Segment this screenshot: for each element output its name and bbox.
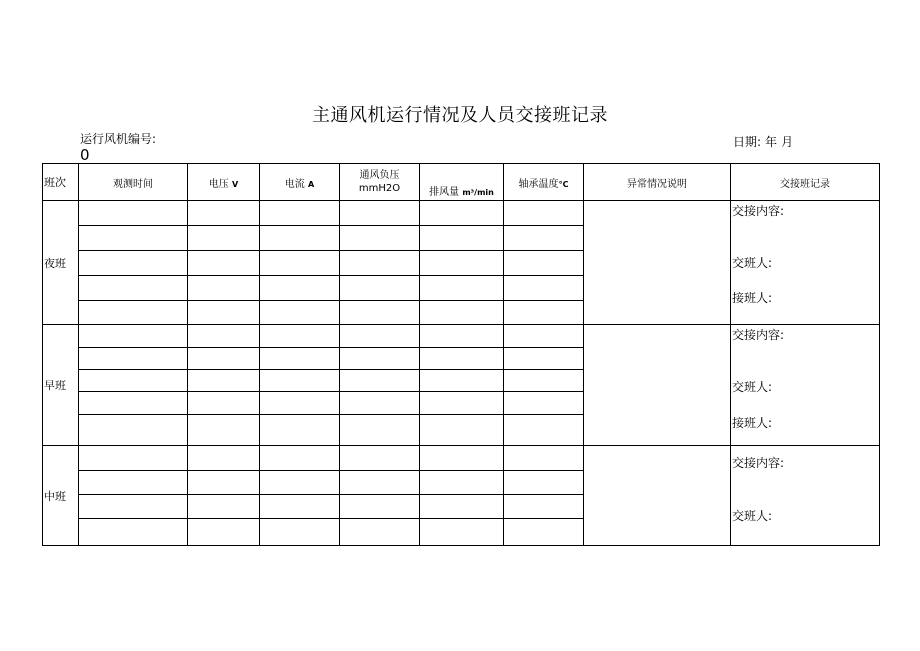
date-month: 月 [781,135,794,149]
header-current-label: 电流 [284,178,305,190]
header-voltage-label: 电压 [208,178,229,190]
abnormal-cell-morning [584,325,731,446]
header-abnormal: 异常情况说明 [584,164,731,201]
table-cell [260,415,340,446]
table-cell [340,325,420,348]
table-cell [504,226,584,251]
header-row [43,164,880,201]
table-cell [504,471,584,495]
table-cell [420,392,504,415]
table-cell [79,251,188,276]
handover-content-label: 交接内容: [732,204,785,218]
handover-cell-middle [731,446,880,546]
header-airflow [420,164,504,201]
handover-content-label: 交接内容: [732,328,785,342]
table-cell [340,201,420,226]
table-cell [79,201,188,226]
date-label: 日期: [733,135,762,149]
table-cell [420,301,504,325]
table-cell [504,446,584,471]
table-cell [420,325,504,348]
fan-number-value: 0 [80,146,90,164]
table-cell [260,251,340,276]
table-cell [420,495,504,519]
table-cell [79,471,188,495]
record-table [42,163,880,546]
shift-name-morning: 早班 [43,325,79,446]
table-cell [340,348,420,370]
table-cell [340,471,420,495]
table-cell [79,276,188,301]
header-voltage-unit: V [231,179,239,189]
handover-cell-morning [731,325,880,446]
table-cell [188,201,260,226]
table-cell [260,325,340,348]
table-cell [504,276,584,301]
table-cell [504,495,584,519]
table-cell [79,446,188,471]
table-cell [340,495,420,519]
table-cell [420,446,504,471]
receiver-person-label: 接班人: [732,291,773,305]
abnormal-cell-middle [584,446,731,546]
table-cell [504,392,584,415]
header-pressure [340,164,420,201]
table-cell [260,471,340,495]
table-cell [504,370,584,392]
table-cell [79,415,188,446]
table-cell [188,519,260,546]
table-cell [420,226,504,251]
receiver-person-label: 接班人: [732,416,773,430]
table-cell [188,471,260,495]
header-airflow-label: 排风量 [429,187,460,198]
table-cell [188,276,260,301]
table-cell [79,301,188,325]
table-cell [79,392,188,415]
table-cell [340,446,420,471]
record-sheet [42,163,880,546]
shift-name-middle: 中班 [43,446,79,546]
table-row [43,201,880,226]
table-cell [260,446,340,471]
table-cell [504,251,584,276]
header-pressure-unit: mmH2O [358,183,401,194]
date-year: 年 [765,135,778,149]
table-cell [504,325,584,348]
table-cell [420,348,504,370]
table-cell [260,201,340,226]
table-cell [504,301,584,325]
header-shift: 班次 [43,164,79,201]
header-voltage [188,164,260,201]
table-cell [260,226,340,251]
table-cell [260,276,340,301]
handover-person-label: 交班人: [732,509,773,523]
table-cell [340,392,420,415]
header-current [260,164,340,201]
table-cell [188,325,260,348]
handover-person-label: 交班人: [732,380,773,394]
page-title: 主通风机运行情况及人员交接班记录 [312,105,608,126]
header-time: 观测时间 [79,164,188,201]
table-cell [504,519,584,546]
table-cell [340,519,420,546]
table-cell [260,519,340,546]
table-cell [420,251,504,276]
header-bearing [504,164,584,201]
table-cell [420,370,504,392]
table-cell [188,370,260,392]
header-bearing-label: 轴承温度 [518,178,559,190]
table-cell [188,301,260,325]
table-cell [188,446,260,471]
table-cell [340,370,420,392]
table-cell [79,370,188,392]
table-row [43,325,880,348]
table-cell [79,519,188,546]
table-cell [420,276,504,301]
table-cell [188,226,260,251]
header-airflow-unit: m³/min [462,188,494,197]
fan-number-label: 运行风机编号: [80,132,157,146]
header-handover: 交接班记录 [731,164,880,201]
table-row [43,446,880,471]
handover-cell-night [731,201,880,325]
table-cell [79,348,188,370]
table-cell [340,276,420,301]
table-cell [340,301,420,325]
table-cell [340,415,420,446]
table-cell [260,370,340,392]
abnormal-cell-night [584,201,731,325]
table-cell [79,226,188,251]
table-cell [420,471,504,495]
table-cell [504,348,584,370]
table-cell [79,325,188,348]
table-cell [188,392,260,415]
table-cell [260,495,340,519]
table-cell [188,348,260,370]
table-cell [420,201,504,226]
table-cell [188,251,260,276]
table-cell [260,348,340,370]
table-cell [260,301,340,325]
shift-name-night: 夜班 [43,201,79,325]
date-field [733,133,797,150]
table-cell [340,251,420,276]
table-cell [504,415,584,446]
header-bearing-unit: °C [558,179,569,189]
handover-content-label: 交接内容: [732,456,785,470]
table-cell [188,495,260,519]
table-cell [420,415,504,446]
table-cell [420,519,504,546]
handover-person-label: 交班人: [732,256,773,270]
table-cell [188,415,260,446]
table-cell [504,201,584,226]
header-current-unit: A [307,179,315,189]
table-cell [260,392,340,415]
table-cell [340,226,420,251]
header-pressure-label: 通风负压 [359,170,400,181]
table-cell [79,495,188,519]
fan-number-block [80,132,156,163]
